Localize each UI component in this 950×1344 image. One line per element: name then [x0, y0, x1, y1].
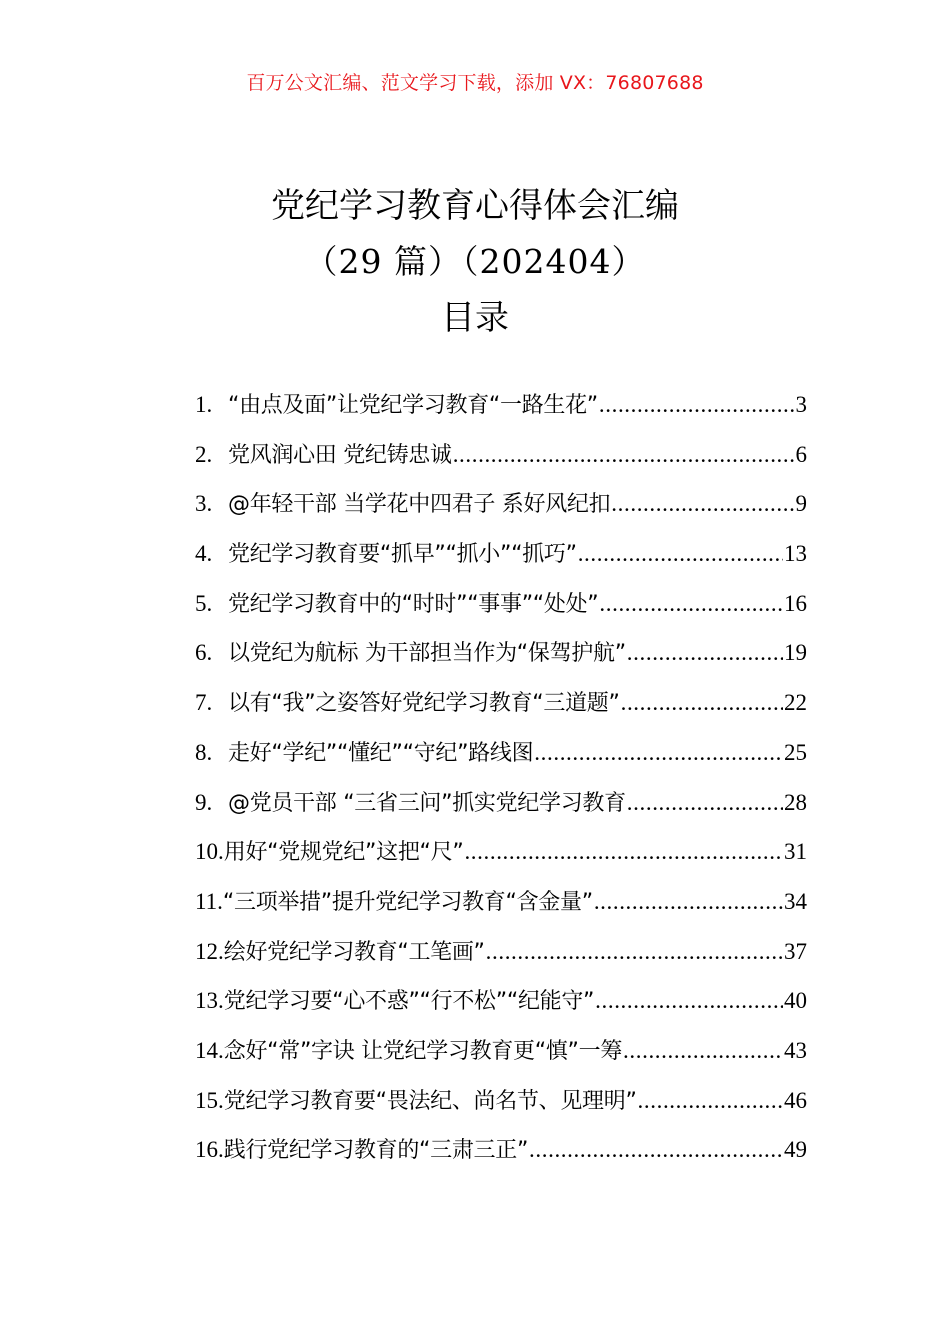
toc-item-number: 8. [195, 739, 213, 765]
header-note: 百万公文汇编、范文学习下载，添加 VX：76807688 [246, 72, 704, 94]
toc-item[interactable] [195, 380, 807, 430]
document-subtitle: （29 篇）（202404） [304, 242, 646, 281]
toc-item-number: 5. [195, 590, 213, 616]
toc-leader-dots [623, 1026, 783, 1076]
toc-item-page: 6 [795, 441, 807, 467]
toc-item-number: 4. [195, 541, 213, 567]
toc-item-page: 19 [784, 640, 807, 666]
toc-item[interactable] [195, 529, 807, 579]
toc-leader-dots [595, 976, 783, 1026]
toc-item-title: 党纪学习教育要“抓早”“抓小”“抓巧” [228, 542, 577, 568]
toc-item-page: 43 [784, 1037, 807, 1063]
toc-leader-dots [486, 927, 783, 977]
toc-item-number: 7. [195, 690, 213, 716]
toc-item[interactable] [195, 1076, 807, 1126]
toc-item-page: 31 [784, 839, 807, 865]
toc-item-number: 6. [195, 640, 213, 666]
toc-item-number: 16. [195, 1137, 224, 1163]
toc-leader-dots [594, 877, 783, 927]
toc-item[interactable] [195, 728, 807, 778]
toc-leader-dots [529, 1125, 783, 1175]
toc-item-title: 党风润心田 党纪铸忠诚 [228, 442, 452, 468]
toc-item-page: 13 [784, 541, 807, 567]
toc-item-title: “由点及面”让党纪学习教育“一路生花” [228, 393, 598, 418]
toc-item[interactable] [195, 1125, 807, 1175]
toc-item-number: 10. [195, 839, 224, 865]
toc-item[interactable] [195, 479, 807, 529]
toc-item-title: 以党纪为航标 为干部担当作为“保驾护航” [228, 641, 626, 667]
toc-leader-dots [638, 1076, 783, 1126]
toc-leader-dots [627, 778, 783, 828]
toc-leader-dots [464, 827, 783, 877]
toc-item[interactable] [195, 778, 807, 828]
toc-leader-dots [599, 380, 795, 430]
toc-item[interactable] [195, 877, 807, 927]
toc-item-page: 25 [784, 739, 807, 765]
toc-item-number: 14. [195, 1037, 224, 1063]
toc-item-page: 40 [784, 988, 807, 1014]
toc-item-page: 49 [784, 1137, 807, 1163]
document-title: 党纪学习教育心得体会汇编 [271, 186, 679, 226]
toc-item-page: 22 [784, 690, 807, 716]
toc-item-number: 9. [195, 789, 213, 815]
toc-item[interactable] [195, 1026, 807, 1076]
toc-item-page: 9 [795, 491, 807, 517]
toc-item-page: 3 [795, 392, 807, 417]
toc-item-title: 绘好党纪学习教育“工笔画” [223, 939, 485, 965]
toc-heading: 目录 [441, 298, 509, 338]
toc-leader-dots [621, 678, 783, 728]
toc-item-title: 党纪学习教育要“畏法纪、尚名节、见理明” [223, 1088, 637, 1114]
toc-item-page: 28 [784, 789, 807, 815]
toc-item-title: 以有“我”之姿答好党纪学习教育“三道题” [228, 691, 620, 717]
toc-item-title: 念好“常”字诀 让党纪学习教育更“慎”一筹 [223, 1038, 623, 1064]
toc-item-page: 37 [784, 938, 807, 964]
toc-item-page: 16 [784, 590, 807, 616]
toc-item[interactable] [195, 579, 807, 629]
toc-item-number: 13. [195, 988, 224, 1014]
toc-item-number: 3. [195, 491, 213, 517]
toc-item-page: 46 [784, 1087, 807, 1113]
toc-item-number: 12. [195, 938, 224, 964]
toc-leader-dots [599, 579, 783, 629]
toc-item[interactable] [195, 678, 807, 728]
toc-item-title: @党员干部 “三省三问”抓实党纪学习教育 [228, 790, 626, 816]
toc-item[interactable] [195, 976, 807, 1026]
toc-item-number: 2. [195, 441, 213, 467]
toc-leader-dots [627, 628, 783, 678]
title-block [0, 178, 950, 346]
toc-item-number: 1. [195, 392, 213, 417]
toc-item-title: 党纪学习要“心不惑”“行不松”“纪能守” [223, 989, 595, 1015]
toc-leader-dots [453, 430, 795, 480]
toc-item-title: 走好“学纪”“懂纪”“守纪”路线图 [228, 740, 534, 766]
toc-leader-dots [534, 728, 783, 778]
toc-item-title: 践行党纪学习教育的“三肃三正” [223, 1138, 529, 1164]
toc-item[interactable] [195, 927, 807, 977]
toc-item-number: 15. [195, 1087, 224, 1113]
toc-item[interactable] [195, 628, 807, 678]
toc-leader-dots [611, 479, 794, 529]
toc-leader-dots [578, 529, 783, 579]
toc-item-title: 党纪学习教育中的“时时”“事事”“处处” [228, 591, 599, 617]
toc-item[interactable] [195, 430, 807, 480]
toc-item-title: “三项举措”提升党纪学习教育“含金量” [222, 889, 593, 915]
toc-item-title: 用好“党规党纪”这把“尺” [223, 840, 464, 866]
toc-item-page: 34 [784, 888, 807, 914]
toc-item-title: @年轻干部 当学花中四君子 系好风纪扣 [228, 492, 611, 518]
toc-item-number: 11. [195, 888, 223, 914]
table-of-contents [195, 380, 807, 1175]
toc-item[interactable] [195, 827, 807, 877]
